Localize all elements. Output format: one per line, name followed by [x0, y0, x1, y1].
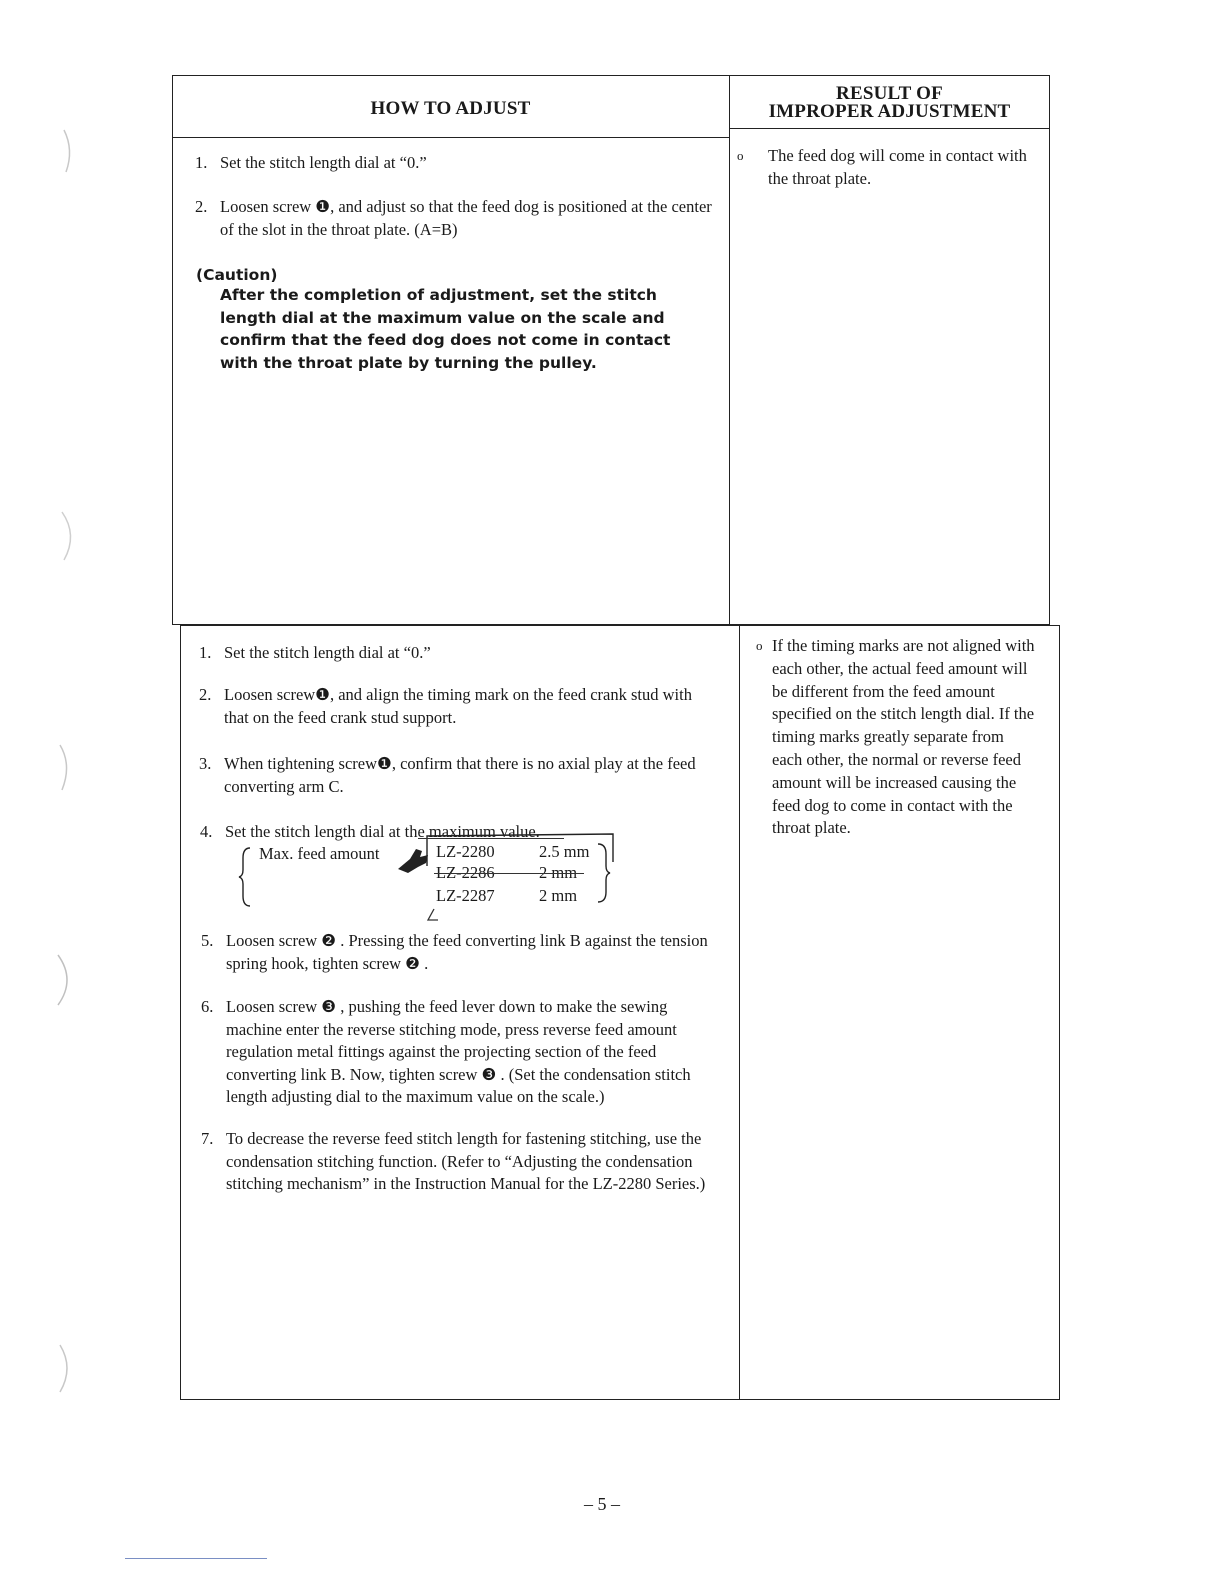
s2-step-6 [201, 996, 719, 1109]
s2-step-7 [201, 1128, 719, 1196]
result-bullet: o [756, 638, 763, 653]
page-number: – 5 – [584, 1494, 620, 1514]
header-result-line1: RESULT OF [836, 83, 943, 104]
s1-step-2 [195, 196, 715, 241]
feed-row-1-model: LZ-2280 [436, 842, 495, 861]
step-number: 1. [195, 153, 208, 172]
right-brace-icon [596, 842, 612, 906]
header-result-line2: IMPROPER ADJUSTMENT [768, 101, 1011, 122]
s1-step-1 [195, 152, 715, 175]
step-text: Loosen screw ❶, and adjust so that the feed dog is positioned at the center of the slot in the throat plate. (A=B) [220, 197, 712, 239]
step-number: 5. [201, 931, 214, 950]
left-brace-icon [238, 846, 252, 908]
s2-result [756, 635, 1038, 840]
top-table-column-divider [729, 75, 730, 625]
max-value-underline [418, 838, 564, 839]
step-text: Loosen screw ❸ , pushing the feed lever down to make the sewing machine enter the reverse stitching mode, press reverse feed amount regulation metal fittings against the projecting section of the feed converting link B. Now, tighten screw ❸ . (Set the condensation stitch length adjusting dial to the maximum value on the scale.) [226, 997, 691, 1106]
step-number: 7. [201, 1129, 214, 1148]
step-number: 1. [199, 643, 212, 662]
step-number: 2. [199, 685, 212, 704]
step-text: Set the stitch length dial at the maximum value. [225, 822, 540, 841]
feed-row-1-amount: 2.5 mm [539, 842, 590, 861]
strike-line [434, 873, 584, 874]
caution-text: After the completion of adjustment, set the stitch length dial at the maximum value on the scale and confirm that the feed dog does not come in contact with the throat plate by turning the pulley. [220, 286, 671, 372]
bottom-table-column-divider [739, 625, 740, 1400]
caution-label: (Caution) [196, 266, 278, 284]
step-text: Set the stitch length dial at “0.” [224, 643, 431, 662]
step-text: To decrease the reverse feed stitch length for fastening stitching, use the condensation stitching function. (Refer to “Adjusting the condensation stitching mechanism” in the Instruction Manual for the LZ-2280 Series.) [226, 1129, 706, 1193]
scan-artifact-marks [0, 0, 90, 1584]
s2-step-2 [199, 684, 719, 729]
step-number: 2. [195, 197, 208, 216]
feed-row-3-model: LZ-2287 [436, 886, 495, 905]
step-text: Set the stitch length dial at “0.” [220, 153, 427, 172]
feed-row-2-model: LZ-2286 [436, 863, 495, 882]
header-divider-right [729, 128, 1050, 129]
feed-row-3-amount: 2 mm [539, 886, 578, 905]
s2-step-3 [199, 753, 719, 798]
result-bullet: o [737, 148, 744, 163]
s2-step-5 [201, 930, 719, 975]
result-text: The feed dog will come in contact with the throat plate. [768, 146, 1027, 188]
max-feed-label: Max. feed amount [259, 844, 380, 863]
step-text: Loosen screw ❷ . Pressing the feed converting link B against the tension spring hook, tighten screw ❷ . [226, 931, 708, 973]
header-how-to-adjust: HOW TO ADJUST [370, 98, 531, 119]
s1-result [737, 145, 1037, 191]
feed-row-2-amount: 2 mm [539, 863, 578, 882]
step-number: 3. [199, 754, 212, 773]
step-text: Loosen screw❶, and align the timing mark on the feed crank stud with that on the feed crank stud support. [224, 685, 692, 727]
step-number: 6. [201, 997, 214, 1016]
step-text: When tightening screw❶, confirm that there is no axial play at the feed converting arm C. [224, 754, 696, 796]
footer-rule [125, 1558, 267, 1559]
header-divider-left [172, 137, 729, 138]
result-text: If the timing marks are not aligned with each other, the actual feed amount will be different from the feed amount specified on the stitch length dial. If the timing marks greatly separate from each other, the normal or reverse feed amount will be increased causing the feed dog to come in contact with the throat plate. [772, 636, 1035, 838]
step-number: 4. [200, 822, 213, 841]
s2-step-1 [199, 642, 719, 665]
pen-mark [426, 908, 442, 922]
